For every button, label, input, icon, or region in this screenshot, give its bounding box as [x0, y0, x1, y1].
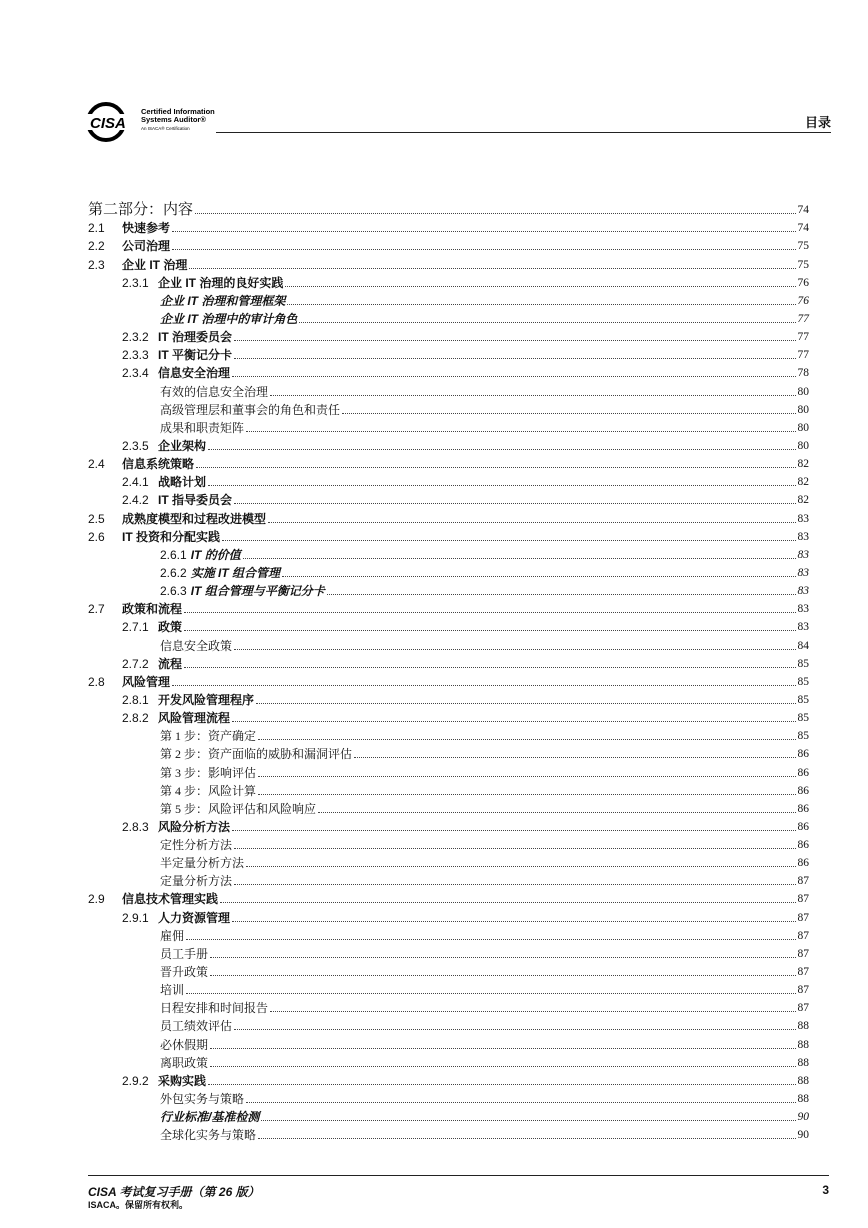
toc-leader-dots — [342, 413, 795, 414]
toc-entry[interactable] — [88, 707, 809, 725]
toc-entry-page: 80 — [797, 385, 809, 398]
toc-leader-dots — [220, 902, 795, 903]
toc-entry-page: 85 — [797, 712, 809, 725]
toc-leader-dots — [232, 721, 795, 722]
toc-leader-dots — [258, 1138, 795, 1139]
toc-entry[interactable] — [88, 961, 809, 979]
toc-entry-page: 86 — [797, 802, 809, 815]
toc-entry-page: 74 — [797, 222, 809, 235]
toc-leader-dots — [234, 503, 796, 504]
toc-leader-dots — [299, 322, 795, 323]
toc-entry-title: 定量分析方法 — [160, 874, 233, 889]
toc-entry-title: 员工手册 — [160, 946, 209, 961]
toc-leader-dots — [318, 812, 795, 813]
toc-entry-title: 企业 IT 治理 — [122, 257, 188, 272]
toc-entry[interactable] — [88, 380, 809, 398]
toc-entry-title: 员工绩效评估 — [160, 1019, 233, 1034]
toc-entry[interactable] — [88, 1033, 809, 1051]
toc-entry-title: 定性分析方法 — [160, 838, 233, 853]
toc-entry-title: 雇佣 — [160, 928, 185, 943]
toc-leader-dots — [258, 739, 795, 740]
toc-entry[interactable] — [88, 1070, 809, 1088]
toc-entry-page: 85 — [797, 657, 809, 670]
toc-entry-number: 2.9.2 — [122, 1073, 149, 1088]
toc-entry-title: IT 平衡记分卡 — [158, 348, 232, 363]
footer-page-number: 3 — [822, 1183, 829, 1197]
toc-entry[interactable] — [88, 544, 809, 562]
toc-entry-title: 第 2 步：资产面临的威胁和漏洞评估 — [160, 747, 353, 762]
toc-entry-page: 83 — [797, 512, 809, 525]
toc-entry[interactable] — [88, 217, 809, 235]
toc-entry-title: 第 4 步：风险计算 — [160, 783, 257, 798]
toc-entry-number: 2.6.2 — [160, 565, 187, 580]
toc-entry-title: 行业标准/基准检测 — [160, 1110, 260, 1125]
toc-entry-number: 2.2 — [88, 239, 105, 254]
toc-entry-page: 83 — [797, 585, 809, 598]
toc-entry[interactable] — [88, 253, 809, 271]
toc-entry-number: 2.8.3 — [122, 819, 149, 834]
toc-entry-page: 85 — [797, 675, 809, 688]
toc-entry-title: 实施 IT 组合管理 — [190, 565, 281, 580]
toc-entry[interactable] — [88, 798, 809, 816]
toc-entry-number: 2.6.3 — [160, 584, 187, 599]
toc-leader-dots — [232, 376, 795, 377]
toc-entry[interactable] — [88, 870, 809, 888]
toc-entry-page: 87 — [797, 911, 809, 924]
toc-leader-dots — [258, 776, 795, 777]
toc-leader-dots — [210, 1048, 795, 1049]
toc-leader-dots — [184, 667, 795, 668]
toc-entry-page: 86 — [797, 820, 809, 833]
toc-entry-page: 87 — [797, 893, 809, 906]
toc-entry[interactable] — [88, 435, 809, 453]
toc-entry-page: 87 — [797, 966, 809, 979]
toc-leader-dots — [270, 395, 795, 396]
toc-leader-dots — [184, 612, 795, 613]
toc-entry-page: 80 — [797, 403, 809, 416]
toc-entry-page: 80 — [797, 439, 809, 452]
toc-entry[interactable] — [88, 1106, 809, 1124]
toc-entry-page: 82 — [797, 458, 809, 471]
toc-leader-dots — [287, 304, 795, 305]
toc-entry-title: 成果和职责矩阵 — [160, 420, 245, 435]
table-of-contents — [88, 199, 809, 1142]
toc-entry-page: 86 — [797, 784, 809, 797]
toc-entry-number: 2.3 — [88, 257, 105, 272]
toc-entry[interactable] — [88, 1124, 809, 1142]
toc-leader-dots — [184, 630, 795, 631]
toc-entry-page: 76 — [797, 276, 809, 289]
toc-entry-title: 公司治理 — [122, 239, 171, 254]
toc-leader-dots — [354, 757, 795, 758]
toc-entry-title: IT 的价值 — [190, 547, 241, 562]
toc-entry-title: 风险管理 — [122, 674, 171, 689]
toc-entry[interactable] — [88, 272, 809, 290]
toc-entry-number: 2.9 — [88, 892, 105, 907]
toc-entry-title: 风险分析方法 — [158, 819, 231, 834]
toc-entry-page: 88 — [797, 1093, 809, 1106]
toc-entry-title: 企业 IT 治理中的审计角色 — [160, 311, 298, 326]
toc-entry-title: 培训 — [160, 983, 185, 998]
toc-entry[interactable] — [88, 979, 809, 997]
toc-entry[interactable] — [88, 453, 809, 471]
toc-entry-number: 2.8 — [88, 674, 105, 689]
toc-entry-title: 外包实务与策略 — [160, 1092, 245, 1107]
toc-leader-dots — [172, 685, 795, 686]
toc-leader-dots — [258, 794, 795, 795]
toc-entry-number: 2.3.5 — [122, 438, 149, 453]
toc-entry-page: 87 — [797, 929, 809, 942]
toc-leader-dots — [172, 231, 795, 232]
toc-entry[interactable] — [88, 235, 809, 253]
toc-entry-title: 信息系统策略 — [122, 457, 195, 472]
toc-entry[interactable] — [88, 1015, 809, 1033]
toc-entry-title: 政策 — [158, 620, 183, 635]
toc-entry-page: 86 — [797, 839, 809, 852]
toc-leader-dots — [186, 993, 795, 994]
toc-entry-page: 87 — [797, 875, 809, 888]
toc-leader-dots — [256, 703, 795, 704]
toc-entry[interactable] — [88, 888, 809, 906]
toc-entry-page: 86 — [797, 857, 809, 870]
toc-entry[interactable] — [88, 852, 809, 870]
toc-entry-title: 企业 IT 治理的良好实践 — [158, 275, 284, 290]
toc-leader-dots — [186, 939, 795, 940]
toc-entry-title: 流程 — [158, 656, 183, 671]
toc-entry-page: 78 — [797, 367, 809, 380]
footer-divider — [88, 1175, 829, 1176]
cisa-logo — [86, 102, 236, 142]
toc-entry-number: 2.6 — [88, 529, 105, 544]
toc-entry-title: 有效的信息安全治理 — [160, 384, 269, 399]
toc-entry[interactable] — [88, 1052, 809, 1070]
toc-entry[interactable] — [88, 780, 809, 798]
toc-entry[interactable] — [88, 489, 809, 507]
toc-leader-dots — [234, 848, 795, 849]
toc-leader-dots — [261, 1120, 795, 1121]
section-label: 目录 — [804, 115, 831, 130]
page-header — [86, 98, 831, 146]
toc-entry-page: 90 — [797, 1111, 809, 1124]
logo-line-3: An ISACA® Certification — [141, 126, 190, 131]
toc-entry[interactable] — [88, 580, 809, 598]
toc-entry[interactable] — [88, 562, 809, 580]
toc-entry[interactable] — [88, 906, 809, 924]
toc-leader-dots — [327, 594, 796, 595]
toc-entry-page: 88 — [797, 1074, 809, 1087]
toc-entry-number: 2.8.2 — [122, 711, 149, 726]
toc-entry-title: 信息安全政策 — [160, 638, 233, 653]
toc-entry-title: 第 3 步：影响评估 — [160, 765, 257, 780]
toc-entry-page: 82 — [797, 476, 809, 489]
toc-entry-title: 晋升政策 — [160, 965, 209, 980]
toc-entry[interactable] — [88, 761, 809, 779]
toc-entry-number: 2.6.1 — [160, 547, 187, 562]
toc-entry-number: 2.7 — [88, 602, 105, 617]
toc-entry-title: 必休假期 — [160, 1037, 209, 1052]
toc-entry-page: 86 — [797, 766, 809, 779]
toc-entry-page: 76 — [797, 294, 809, 307]
toc-leader-dots — [208, 485, 795, 486]
toc-entry-title: 风险管理流程 — [158, 711, 231, 726]
toc-entry[interactable] — [88, 471, 809, 489]
toc-entry-page: 87 — [797, 1002, 809, 1015]
toc-entry-title: 企业架构 — [158, 438, 207, 453]
toc-entry[interactable] — [88, 290, 809, 308]
toc-leader-dots — [268, 522, 795, 523]
toc-leader-dots — [282, 576, 795, 577]
toc-entry-title: 第 1 步：资产确定 — [160, 729, 257, 744]
toc-entry-number: 2.3.2 — [122, 330, 149, 345]
toc-entry[interactable] — [88, 526, 809, 544]
logo-line-2: Systems Auditor® — [141, 115, 206, 124]
toc-entry[interactable] — [88, 362, 809, 380]
toc-entry[interactable] — [88, 199, 809, 217]
toc-entry-page: 74 — [797, 204, 809, 217]
toc-leader-dots — [234, 884, 795, 885]
toc-entry-page: 83 — [797, 566, 809, 579]
toc-leader-dots — [234, 1029, 795, 1030]
toc-entry[interactable] — [88, 616, 809, 634]
toc-entry-page: 90 — [797, 1129, 809, 1142]
toc-entry-number: 2.7.1 — [122, 620, 149, 635]
toc-entry-title: IT 治理委员会 — [158, 330, 232, 345]
header-divider — [216, 132, 831, 133]
toc-entry[interactable] — [88, 417, 809, 435]
toc-entry-title: 半定量分析方法 — [160, 856, 245, 871]
toc-leader-dots — [196, 467, 795, 468]
toc-entry-title: 政策和流程 — [122, 602, 183, 617]
toc-entry[interactable] — [88, 997, 809, 1015]
toc-entry[interactable] — [88, 689, 809, 707]
toc-leader-dots — [195, 213, 795, 214]
toc-entry-page: 85 — [797, 730, 809, 743]
toc-entry-number: 2.5 — [88, 511, 105, 526]
toc-entry[interactable] — [88, 344, 809, 362]
toc-entry[interactable] — [88, 725, 809, 743]
toc-entry-title: 信息安全治理 — [158, 366, 231, 381]
toc-leader-dots — [208, 449, 795, 450]
toc-entry-page: 75 — [797, 240, 809, 253]
toc-entry-page: 77 — [797, 312, 809, 325]
toc-entry-page: 83 — [797, 603, 809, 616]
toc-leader-dots — [222, 540, 796, 541]
logo-text — [141, 108, 215, 132]
toc-entry[interactable] — [88, 308, 809, 326]
toc-entry-number: 2.9.1 — [122, 910, 149, 925]
toc-entry-page: 77 — [797, 331, 809, 344]
toc-entry-title: 高级管理层和董事会的角色和责任 — [160, 402, 341, 417]
toc-entry-page: 80 — [797, 421, 809, 434]
toc-entry-page: 85 — [797, 693, 809, 706]
toc-entry[interactable] — [88, 743, 809, 761]
toc-entry-page: 83 — [797, 621, 809, 634]
toc-entry[interactable] — [88, 399, 809, 417]
toc-entry-page: 87 — [797, 947, 809, 960]
toc-entry[interactable] — [88, 943, 809, 961]
logo-line-1: Certified Information — [141, 107, 215, 116]
toc-leader-dots — [246, 431, 795, 432]
toc-entry-page: 88 — [797, 1038, 809, 1051]
toc-leader-dots — [210, 957, 795, 958]
toc-entry[interactable] — [88, 598, 809, 616]
toc-entry-number: 2.4.1 — [122, 475, 149, 490]
footer-book-title: CISA 考试复习手册（第 26 版） — [88, 1185, 260, 1199]
toc-entry-number: 2.3.4 — [122, 366, 149, 381]
toc-leader-dots — [232, 921, 795, 922]
toc-entry[interactable] — [88, 671, 809, 689]
toc-entry-title: 成熟度模型和过程改进模型 — [122, 511, 267, 526]
svg-text:CISA: CISA — [90, 115, 126, 132]
toc-entry-number: 2.7.2 — [122, 656, 149, 671]
toc-entry-number: 2.8.1 — [122, 692, 149, 707]
cisa-badge-icon — [86, 102, 138, 142]
toc-leader-dots — [243, 558, 796, 559]
toc-entry-title: 信息技术管理实践 — [122, 892, 219, 907]
toc-entry-title: 人力资源管理 — [158, 910, 231, 925]
toc-entry[interactable] — [88, 1088, 809, 1106]
toc-entry-number: 2.1 — [88, 221, 105, 236]
toc-entry[interactable] — [88, 925, 809, 943]
toc-entry-title: IT 组合管理与平衡记分卡 — [190, 584, 325, 599]
toc-entry[interactable] — [88, 326, 809, 344]
toc-entry-page: 83 — [797, 530, 809, 543]
toc-leader-dots — [232, 830, 795, 831]
toc-entry-page: 86 — [797, 748, 809, 761]
toc-entry-page: 87 — [797, 984, 809, 997]
toc-entry-title: IT 投资和分配实践 — [122, 529, 220, 544]
toc-entry-title: 日程安排和时间报告 — [160, 1001, 269, 1016]
toc-entry-title: 第 5 步：风险评估和风险响应 — [160, 801, 317, 816]
toc-entry-number: 2.4 — [88, 457, 105, 472]
toc-entry-page: 82 — [797, 494, 809, 507]
toc-leader-dots — [246, 866, 795, 867]
toc-leader-dots — [234, 340, 796, 341]
toc-entry[interactable] — [88, 653, 809, 671]
toc-entry-title: 开发风险管理程序 — [158, 692, 255, 707]
toc-leader-dots — [285, 286, 795, 287]
toc-entry-title: 企业 IT 治理和管理框架 — [160, 293, 286, 308]
toc-entry-page: 84 — [797, 639, 809, 652]
toc-entry-title: 全球化实务与策略 — [160, 1128, 257, 1143]
toc-leader-dots — [189, 268, 795, 269]
toc-entry-number: 2.4.2 — [122, 493, 149, 508]
toc-entry-page: 88 — [797, 1020, 809, 1033]
toc-leader-dots — [234, 358, 796, 359]
toc-leader-dots — [234, 649, 795, 650]
toc-leader-dots — [210, 1066, 795, 1067]
toc-entry-title: 快速参考 — [122, 221, 171, 236]
toc-entry[interactable] — [88, 507, 809, 525]
toc-entry[interactable] — [88, 634, 809, 652]
toc-entry-number: 2.3.3 — [122, 348, 149, 363]
page-footer — [88, 1175, 829, 1210]
toc-entry-page: 75 — [797, 258, 809, 271]
toc-leader-dots — [172, 249, 795, 250]
toc-entry-number: 2.3.1 — [122, 275, 149, 290]
toc-entry-page: 88 — [797, 1056, 809, 1069]
footer-copyright: ISACA。保留所有权利。 — [88, 1200, 189, 1210]
toc-entry-page: 83 — [797, 548, 809, 561]
toc-entry-page: 77 — [797, 349, 809, 362]
toc-entry-title: 采购实践 — [158, 1073, 207, 1088]
toc-leader-dots — [208, 1084, 795, 1085]
toc-entry-title: 战略计划 — [158, 475, 207, 490]
toc-leader-dots — [246, 1102, 795, 1103]
toc-entry[interactable] — [88, 834, 809, 852]
toc-entry-title: 离职政策 — [160, 1055, 209, 1070]
toc-leader-dots — [210, 975, 795, 976]
toc-leader-dots — [270, 1011, 795, 1012]
toc-entry-title: 第二部分：内容 — [88, 202, 194, 219]
toc-entry[interactable] — [88, 816, 809, 834]
toc-entry-title: IT 指导委员会 — [158, 493, 232, 508]
